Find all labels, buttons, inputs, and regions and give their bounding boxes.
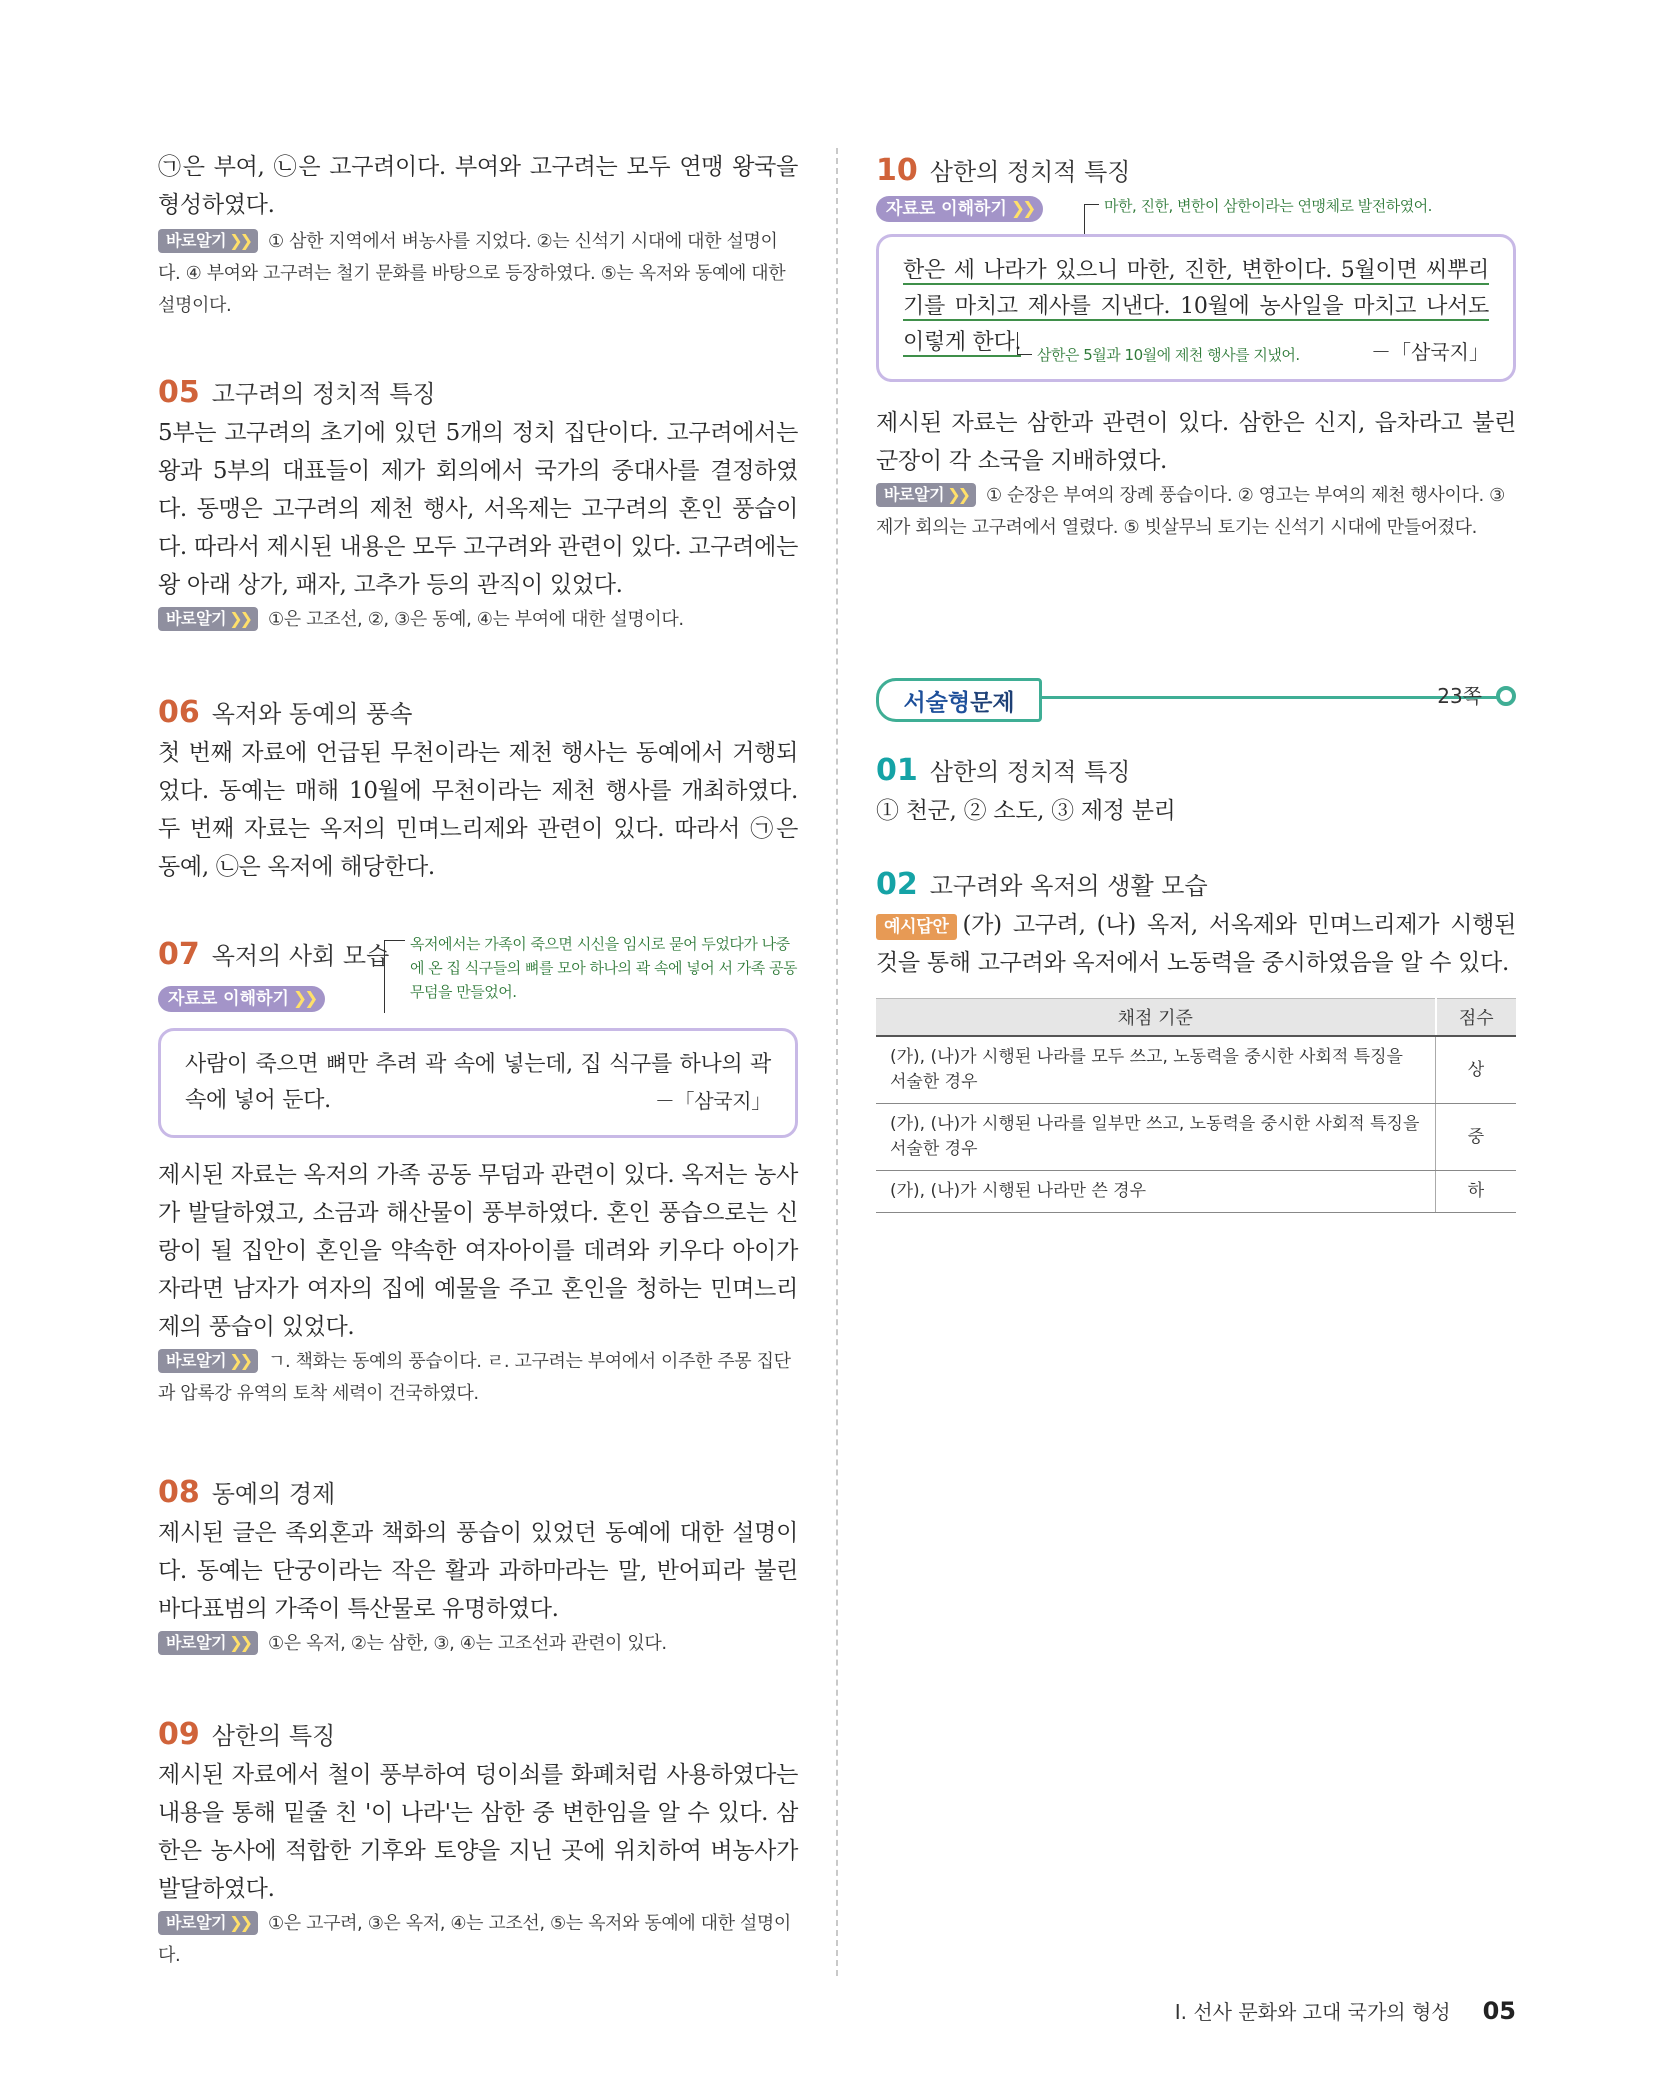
source-badge: 자료로 이해하기 ❯❯ bbox=[158, 986, 325, 1012]
example-answer-badge: 예시답안 bbox=[876, 914, 957, 940]
source-annotation: 옥저에서는 가족이 죽으면 시신을 임시로 묻어 두었다가 나중에 온 집 식구들의 뼈를 모아 하나의 곽 속에 넣어 서 가족 공동 무덤을 만들었어. bbox=[410, 935, 797, 1001]
descriptive-tab: 서술형 문제 bbox=[876, 678, 1042, 722]
check-badge: 바로알기 ❯❯ bbox=[158, 1911, 258, 1935]
section-05-heading: 05 고구려의 정치적 특징 bbox=[158, 375, 436, 410]
section-09 bbox=[158, 1716, 798, 1972]
header-criteria: 채점 기준 bbox=[876, 999, 1436, 1037]
page-number: 05 bbox=[1482, 1997, 1516, 2025]
source-quote: 사람이 죽으면 뼈만 추려 곽 속에 넣는데, 집 식구를 하나의 곽 속에 넣어 둔다. bbox=[185, 1052, 771, 1113]
section-06-text: 첫 번째 자료에 언급된 무천이라는 제천 행사는 동예에서 거행되었다. 동예는 매해 10월에 무천이라는 제천 행사를 개최하였다. 두 번째 자료는 옥저의 민며느리제와 관련이 있다. 따라서 ㉠은 동예, ㉡은 옥저에 해당한다. bbox=[158, 740, 798, 880]
section-08-heading: 08 동예의 경제 bbox=[158, 1475, 336, 1510]
chapter-title: Ⅰ. 선사 문화와 고대 국가의 형성 bbox=[1174, 2000, 1451, 2024]
column-divider bbox=[836, 148, 838, 1976]
question-02-answer: 예시답안 (가) 고구려, (나) 옥저, 서옥제와 민며느리제가 시행된 것을 통해 고구려와 옥저에서 노동력을 중시하였음을 알 수 있다. bbox=[876, 912, 1516, 976]
section-08-check: 바로알기 ❯❯ ①은 옥저, ②는 삼한, ③, ④는 고조선과 관련이 있다. bbox=[158, 1628, 798, 1660]
descriptive-header bbox=[876, 674, 1516, 728]
source-quote-part1: 한은 세 나라가 있으니 마한, 진한, 변한이다. bbox=[903, 258, 1332, 283]
header-score: 점수 bbox=[1436, 999, 1517, 1037]
source-quote-box bbox=[876, 234, 1516, 382]
section-10-heading: 10 삼한의 정치적 특징 bbox=[876, 153, 1131, 188]
intro-check: 바로알기 ❯❯ ① 삼한 지역에서 벼농사를 지었다. ②는 신석기 시대에 대한 설명이다. ④ 부여와 고구려는 철기 문화를 바탕으로 등장하였다. ⑤는 옥저와 동예에 대한 설명이다. bbox=[158, 231, 786, 316]
section-07-check: 바로알기 ❯❯ ㄱ. 책화는 동예의 풍습이다. ㄹ. 고구려는 부여에서 이주한 주몽 집단과 압록강 유역의 토착 세력이 건국하였다. bbox=[158, 1351, 791, 1404]
question-02: 02 고구려와 옥저의 생활 모습 예시답안 (가) 고구려, (나) 옥저, 서옥제와 민며느리제가 시행된 것을 통해 고구려와 옥저에서 노동력을 중시하였음을 알 수 있다. 채점 기준 점수 (가), (나)가 시행된 나라를 모두 쓰고, 노동력을 중시한 사회적 특징을 서술한 경우 상 (가), (나)가 시행된 나라를 일부만 쓰고, 노동력을 중시한 사회적 특징을 서술한 경우 중 (가), (나)가 시행된 나라만 쓴 경우 하 bbox=[876, 866, 1516, 1213]
section-08 bbox=[158, 1474, 798, 1660]
section-09-check: 바로알기 ❯❯ ①은 고구려, ③은 옥저, ④는 고조선, ⑤는 옥저와 동예에 대한 설명이다. bbox=[158, 1913, 791, 1966]
section-05 bbox=[158, 374, 798, 636]
table-row: (가), (나)가 시행된 나라만 쓴 경우 하 bbox=[876, 1171, 1516, 1213]
section-09-heading: 09 삼한의 특징 bbox=[158, 1717, 336, 1752]
section-10-check: 바로알기 ❯❯ ① 순장은 부여의 장례 풍습이다. ② 영고는 부여의 제천 행사이다. ③ 제가 회의는 고구려에서 열렸다. ⑤ 빗살무늬 토기는 신석기 시대에 만들어졌다. bbox=[876, 485, 1505, 538]
section-07-heading: 07 옥저의 사회 모습 bbox=[158, 937, 390, 972]
question-01: 01 삼한의 정치적 특징 ① 천군, ② 소도, ③ 제정 분리 bbox=[876, 752, 1516, 830]
table-row: (가), (나)가 시행된 나라를 일부만 쓰고, 노동력을 중시한 사회적 특징을 서술한 경우 중 bbox=[876, 1104, 1516, 1171]
check-badge: 바로알기 ❯❯ bbox=[158, 1349, 258, 1373]
section-06 bbox=[158, 694, 798, 886]
annotation-bracket bbox=[384, 940, 405, 1013]
header-end-dot bbox=[1496, 686, 1516, 706]
check-badge: 바로알기 ❯❯ bbox=[158, 229, 258, 253]
source-badge: 자료로 이해하기 ❯❯ bbox=[876, 196, 1043, 222]
source-annotation-bottom: 삼한은 5월과 10월에 제천 행사를 지냈어. bbox=[1037, 346, 1300, 364]
section-05-text: 5부는 고구려의 초기에 있던 5개의 정치 집단이다. 고구려에서는 왕과 5부의 대표들이 제가 회의에서 국가의 중대사를 결정하였다. 동맹은 고구려의 제천 행사, 서옥제는 고구려의 혼인 풍습이다. 따라서 제시된 내용은 모두 고구려와 관련이 있다. 고구려에는 왕 아래 상가, 패자, 고추가 등의 관직이 있었다. bbox=[158, 420, 798, 598]
section-06-heading: 06 옥저와 동예의 풍속 bbox=[158, 695, 413, 730]
check-badge: 바로알기 ❯❯ bbox=[158, 1631, 258, 1655]
source-quote-part2: 5월이면 씨뿌리기를 마치고 제사를 지낸다. 10월에 농사일을 마치고 나서도 이렇게 한다. bbox=[903, 258, 1489, 355]
section-07 bbox=[158, 936, 798, 1410]
section-10 bbox=[876, 152, 1516, 544]
source-citation: －「삼국지」 bbox=[1371, 340, 1489, 364]
table-row: (가), (나)가 시행된 나라를 모두 쓰고, 노동력을 중시한 사회적 특징을 서술한 경우 상 bbox=[876, 1036, 1516, 1104]
section-09-text: 제시된 자료에서 철이 풍부하여 덩이쇠를 화폐처럼 사용하였다는 내용을 통해 밑줄 친 '이 나라'는 삼한 중 변한임을 알 수 있다. 삼한은 농사에 적합한 기후와 토양을 지닌 곳에 위치하여 벼농사가 발달하였다. bbox=[158, 1762, 798, 1902]
section-05-check: 바로알기 ❯❯ ①은 고조선, ②, ③은 동예, ④는 부여에 대한 설명이다. bbox=[158, 604, 798, 636]
section-07-text: 제시된 자료는 옥저의 가족 공동 무덤과 관련이 있다. 옥저는 농사가 발달하였고, 소금과 해산물이 풍부하였다. 혼인 풍습으로는 신랑이 될 집안이 혼인을 약속한 여자아이를 데려와 키우다 아이가 자라면 남자가 여자의 집에 예물을 주고 혼인을 청하는 민며느리제의 풍습이 있었다. bbox=[158, 1162, 798, 1340]
check-badge: 바로알기 ❯❯ bbox=[876, 483, 976, 507]
question-01-answer: ① 천군, ② 소도, ③ 제정 분리 bbox=[876, 798, 1176, 824]
page-footer bbox=[1175, 1996, 1516, 2025]
source-quote-box bbox=[158, 1028, 798, 1138]
section-08-text: 제시된 글은 족외혼과 책화의 풍습이 있었던 동예에 대한 설명이다. 동예는 단궁이라는 작은 활과 과하마라는 말, 반어피라 불린 바다표범의 가죽이 특산물로 유명하였다. bbox=[158, 1520, 798, 1622]
check-badge: 바로알기 ❯❯ bbox=[158, 607, 258, 631]
source-annotation-top: 마한, 진한, 변한이 삼한이라는 연맹체로 발전하였어. bbox=[1104, 197, 1432, 215]
intro-text: ㉠은 부여, ㉡은 고구려이다. 부여와 고구려는 모두 연맹 왕국을 형성하였다. bbox=[158, 154, 798, 218]
source-citation: －「삼국지」 bbox=[654, 1089, 771, 1113]
page-reference: 23쪽 bbox=[1437, 684, 1482, 708]
header-rule bbox=[1036, 696, 1502, 699]
section-10-text: 제시된 자료는 삼한과 관련이 있다. 삼한은 신지, 읍차라고 불린 군장이 각 소국을 지배하였다. bbox=[876, 410, 1516, 474]
intro-block bbox=[158, 148, 798, 322]
scoring-table bbox=[876, 998, 1516, 1213]
